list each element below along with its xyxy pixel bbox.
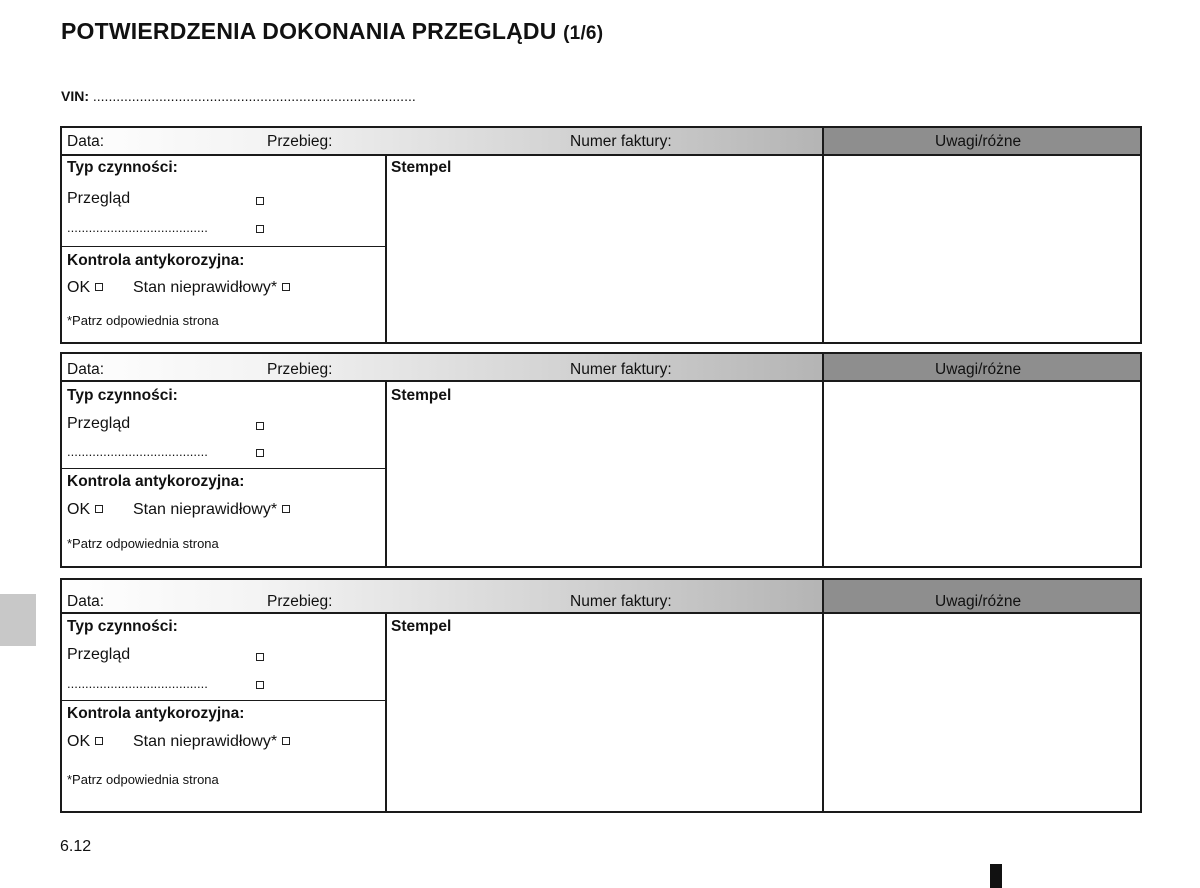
column-divider	[385, 154, 387, 342]
service-type-label: Typ czynności:	[67, 159, 178, 176]
service-checkbox[interactable]	[256, 197, 264, 205]
date-label: Data:	[67, 593, 105, 610]
ok-label: OK	[67, 279, 91, 296]
service-label: Przegląd	[67, 646, 131, 663]
see-page-note: *Patrz odpowiednia strona	[67, 772, 219, 787]
bad-state-label: Stan nieprawidłowy*	[133, 279, 278, 296]
service-label: Przegląd	[67, 415, 131, 432]
row-divider	[62, 700, 385, 701]
other-service-checkbox[interactable]	[256, 449, 264, 457]
page-title-suffix: (1/6)	[563, 23, 604, 44]
column-divider	[822, 612, 824, 811]
vin-dots: ...................................................................................	[92, 88, 416, 104]
page-title	[61, 18, 603, 45]
column-divider	[822, 154, 824, 342]
column-divider	[385, 380, 387, 566]
mileage-label: Przebieg:	[267, 361, 333, 378]
other-service-dots: .......................................	[67, 220, 208, 235]
invoice-label: Numer faktury:	[570, 361, 672, 378]
ok-checkbox[interactable]	[95, 737, 103, 745]
service-checkbox[interactable]	[256, 422, 264, 430]
card-header	[62, 580, 1140, 614]
other-service-checkbox[interactable]	[256, 225, 264, 233]
stamp-label: Stempel	[391, 387, 452, 404]
see-page-note: *Patrz odpowiednia strona	[67, 536, 219, 551]
page-number: 6.12	[60, 838, 92, 855]
anticorrosion-label: Kontrola antykorozyjna:	[67, 252, 245, 269]
ok-option	[67, 733, 103, 751]
other-service-checkbox[interactable]	[256, 681, 264, 689]
other-service-dots: .......................................	[67, 676, 208, 691]
ok-label: OK	[67, 501, 91, 518]
anticorrosion-label: Kontrola antykorozyjna:	[67, 705, 245, 722]
service-card-1	[60, 126, 1142, 344]
section-side-tab	[0, 594, 36, 646]
service-card-3	[60, 578, 1142, 813]
date-label: Data:	[67, 133, 105, 150]
column-divider	[822, 380, 824, 566]
card-header	[62, 354, 1140, 382]
vin-line	[61, 88, 416, 104]
ok-checkbox[interactable]	[95, 505, 103, 513]
other-service-dots: .......................................	[67, 444, 208, 459]
stamp-label: Stempel	[391, 618, 452, 635]
anticorrosion-label: Kontrola antykorozyjna:	[67, 473, 245, 490]
row-divider	[62, 468, 385, 469]
corner-marker	[990, 864, 1002, 888]
bad-state-checkbox[interactable]	[282, 737, 290, 745]
remarks-label: Uwagi/różne	[935, 361, 1022, 378]
ok-option	[67, 279, 103, 297]
stamp-label: Stempel	[391, 159, 452, 176]
mileage-label: Przebieg:	[267, 593, 333, 610]
bad-state-option	[133, 501, 290, 519]
service-checkbox[interactable]	[256, 653, 264, 661]
service-card-2	[60, 352, 1142, 568]
service-label: Przegląd	[67, 190, 131, 207]
ok-checkbox[interactable]	[95, 283, 103, 291]
bad-state-option	[133, 733, 290, 751]
card-header	[62, 128, 1140, 156]
remarks-label: Uwagi/różne	[935, 593, 1022, 610]
ok-label: OK	[67, 733, 91, 750]
mileage-label: Przebieg:	[267, 133, 333, 150]
invoice-label: Numer faktury:	[570, 593, 672, 610]
ok-option	[67, 501, 103, 519]
column-divider	[385, 612, 387, 811]
bad-state-option	[133, 279, 290, 297]
bad-state-label: Stan nieprawidłowy*	[133, 733, 278, 750]
bad-state-label: Stan nieprawidłowy*	[133, 501, 278, 518]
remarks-label: Uwagi/różne	[935, 133, 1022, 150]
bad-state-checkbox[interactable]	[282, 283, 290, 291]
service-type-label: Typ czynności:	[67, 387, 178, 404]
row-divider	[62, 246, 385, 247]
service-type-label: Typ czynności:	[67, 618, 178, 635]
date-label: Data:	[67, 361, 105, 378]
see-page-note: *Patrz odpowiednia strona	[67, 313, 219, 328]
page-title-main: POTWIERDZENIA DOKONANIA PRZEGLĄDU	[61, 18, 557, 44]
invoice-label: Numer faktury:	[570, 133, 672, 150]
vin-label: VIN:	[61, 88, 89, 104]
bad-state-checkbox[interactable]	[282, 505, 290, 513]
